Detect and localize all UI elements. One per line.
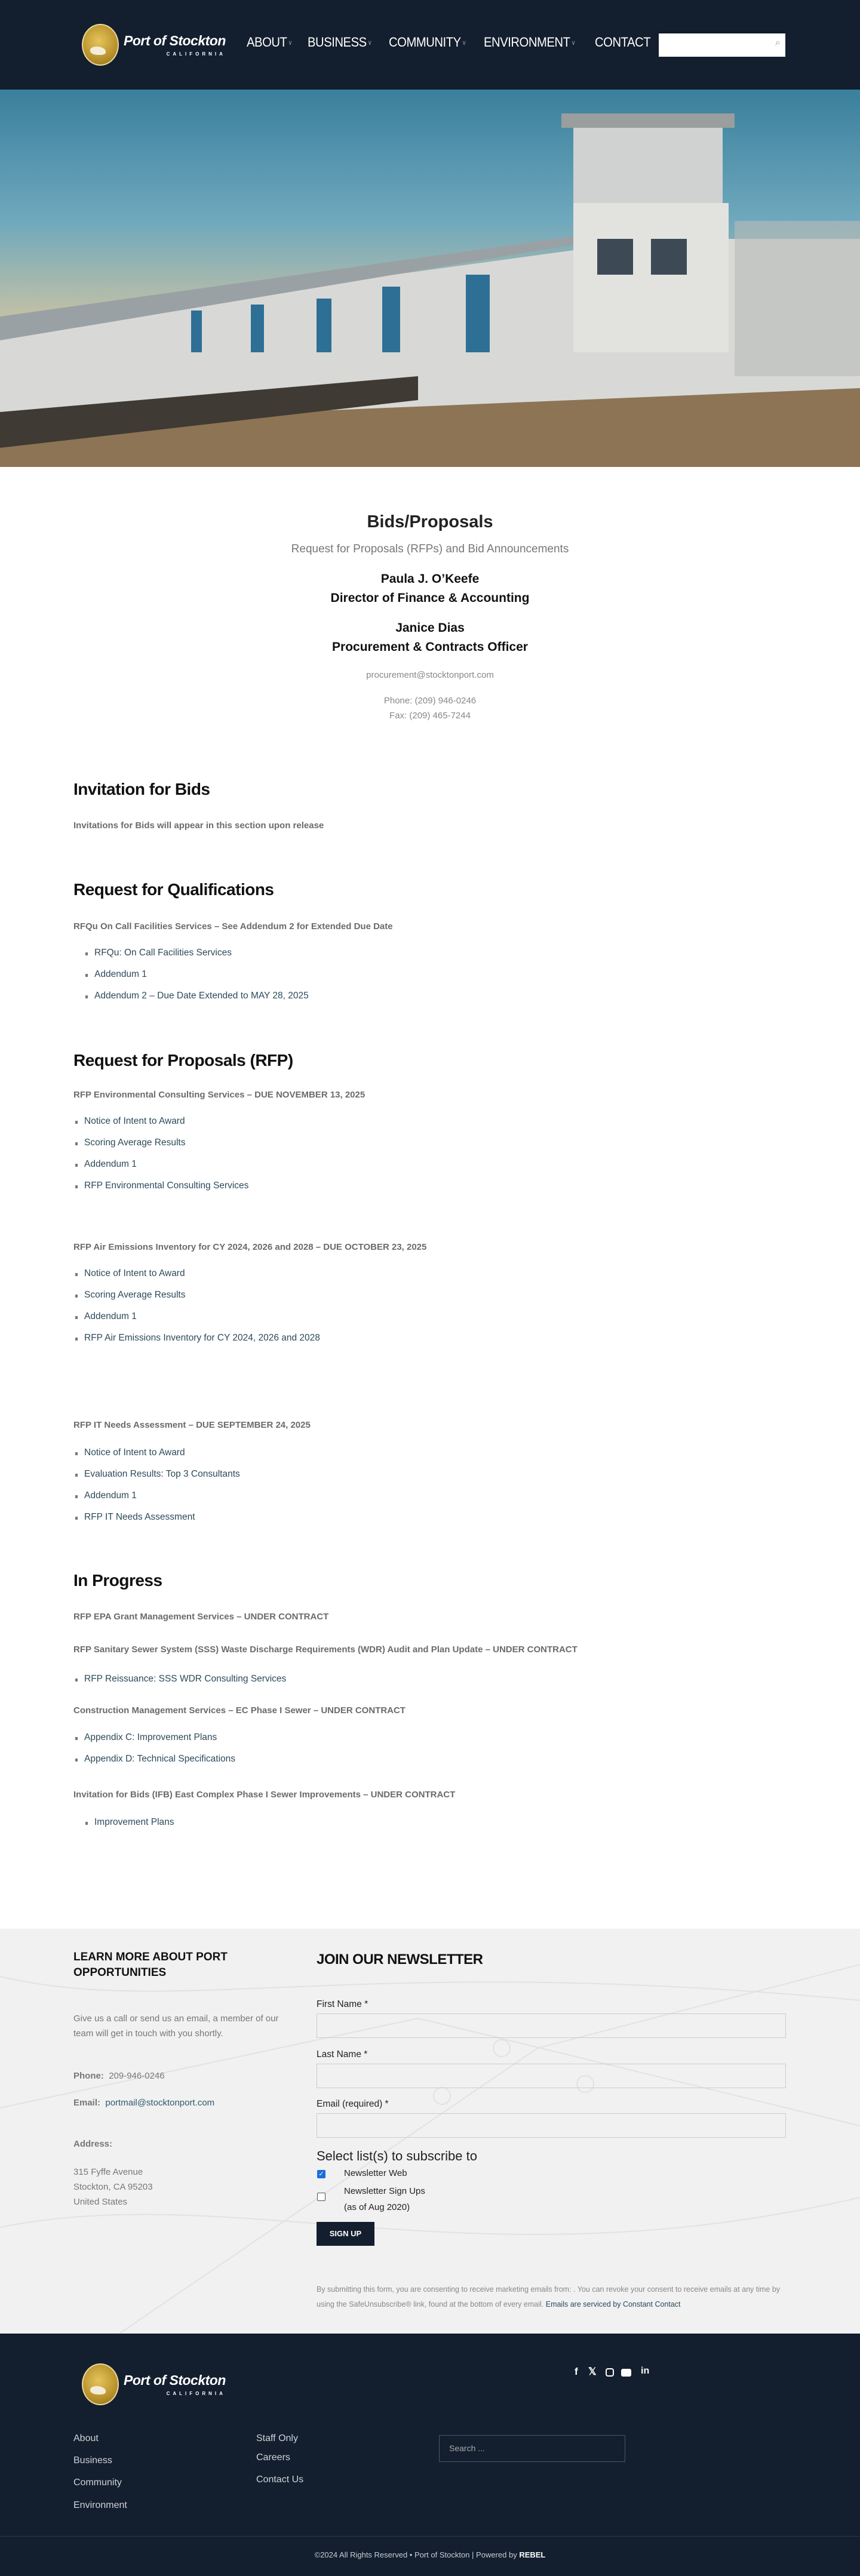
footer-link-contact-us[interactable]: Contact Us [256, 2474, 304, 2485]
chevron-down-icon: ∨ [571, 39, 576, 47]
sign-up-button[interactable]: SIGN UP [317, 2222, 374, 2246]
nav-community[interactable]: COMMUNITY ∨ [388, 35, 466, 50]
constant-contact-link[interactable]: Emails are serviced by Constant Contact [545, 2300, 681, 2308]
solicitation-title: RFP EPA Grant Management Services – UNDER CONTRACT [73, 1612, 329, 1622]
newsletter-signups-checkbox[interactable] [317, 2193, 325, 2201]
phone-number: Phone: (209) 946-0246 [383, 696, 477, 706]
contact-role: Procurement & Contracts Officer [332, 640, 528, 654]
hero-image [0, 90, 860, 467]
rebel-link[interactable]: REBEL [519, 2550, 546, 2559]
newsletter-web-checkbox[interactable]: ✓ [317, 2170, 325, 2178]
footer-link-staff-only[interactable]: Staff Only [256, 2433, 298, 2443]
solicitation-title: RFP Environmental Consulting Services – DUE NOVEMBER 13, 2025 [73, 1090, 366, 1100]
last-name-label: Last Name * [317, 2049, 368, 2059]
solicitation-title: RFP IT Needs Assessment – DUE SEPTEMBER 24, 2025 [73, 1420, 311, 1430]
document-link[interactable]: Addendum 1 [84, 1490, 137, 1501]
section-heading-ifb: Invitation for Bids [73, 780, 210, 798]
contact-name: Janice Dias [395, 621, 465, 635]
document-link[interactable]: RFP Air Emissions Inventory for CY 2024, 2026 and 2028 [84, 1333, 320, 1343]
document-link[interactable]: Appendix C: Improvement Plans [84, 1732, 217, 1742]
nav-about[interactable]: ABOUT ∨ [247, 35, 293, 50]
procurement-email[interactable]: procurement@stocktonport.com [366, 670, 494, 680]
document-link[interactable]: Improvement Plans [94, 1817, 174, 1827]
nav-environment[interactable]: ENVIRONMENT ∨ [484, 35, 576, 50]
warehouse-illustration [0, 90, 860, 467]
contact-name: Paula J. O’Keefe [380, 572, 480, 586]
ifb-note: Invitations for Bids will appear in this section upon release [73, 820, 324, 831]
fax-number: Fax: (209) 465-7244 [389, 711, 471, 721]
footer-link-community[interactable]: Community [73, 2477, 122, 2488]
site-header [0, 0, 860, 90]
document-link[interactable]: Addendum 1 [94, 969, 147, 979]
chevron-down-icon: ∨ [288, 39, 293, 47]
logo-sub: CALIFORNIA [166, 51, 226, 57]
lists-heading: Select list(s) to subscribe to [317, 2148, 477, 2163]
footer-search-input[interactable]: Search ... [439, 2435, 625, 2462]
phone-value: 209-946-0246 [109, 2071, 165, 2081]
instagram-icon[interactable] [606, 2368, 614, 2377]
document-link[interactable]: Notice of Intent to Award [84, 1268, 185, 1278]
document-link[interactable]: Notice of Intent to Award [84, 1116, 185, 1126]
list-label: Newsletter Web [344, 2168, 407, 2178]
section-heading-in-progress: In Progress [73, 1571, 162, 1590]
section-heading-rfp: Request for Proposals (RFP) [73, 1051, 293, 1069]
logo-name: Port of Stockton [124, 33, 226, 48]
solicitation-title: Invitation for Bids (IFB) East Complex Phase I Sewer Improvements – UNDER CONTRACT [73, 1790, 456, 1800]
facebook-icon[interactable]: f [575, 2366, 578, 2377]
document-link[interactable]: Notice of Intent to Award [84, 1447, 185, 1458]
address-line: 315 Fyffe Avenue [73, 2167, 143, 2177]
logo-sub: CALIFORNIA [166, 2391, 226, 2396]
search-icon[interactable]: ⌕ [775, 38, 781, 48]
nav-business[interactable]: BUSINESS ∨ [307, 35, 372, 50]
document-link[interactable]: Scoring Average Results [84, 1290, 186, 1300]
footer-logo[interactable] [82, 2363, 226, 2405]
footer-link-about[interactable]: About [73, 2433, 99, 2443]
site-footer [0, 2334, 860, 2576]
document-link[interactable]: Addendum 1 [84, 1311, 137, 1321]
last-name-input[interactable] [317, 2064, 786, 2088]
solicitation-title: RFQu On Call Facilities Services – See Addendum 2 for Extended Due Date [73, 921, 393, 932]
logo-name: Port of Stockton [124, 2372, 226, 2388]
email-field-label: Email (required) * [317, 2099, 389, 2109]
document-link[interactable]: Evaluation Results: Top 3 Consultants [84, 1469, 240, 1479]
newsletter-heading: JOIN OUR NEWSLETTER [317, 1951, 483, 1968]
first-name-label: First Name * [317, 1999, 368, 2009]
chevron-down-icon: ∨ [367, 39, 372, 47]
list-label-note: (as of Aug 2020) [344, 2202, 410, 2212]
list-label: Newsletter Sign Ups [344, 2186, 425, 2196]
x-icon[interactable]: 𝕏 [588, 2366, 597, 2377]
port-seal-icon [82, 2363, 119, 2405]
first-name-input[interactable] [317, 2014, 786, 2038]
document-link[interactable]: Appendix D: Technical Specifications [84, 1754, 236, 1764]
main-nav [247, 35, 666, 50]
document-link[interactable]: RFQu: On Call Facilities Services [94, 948, 232, 958]
footer-link-careers[interactable]: Careers [256, 2452, 290, 2463]
youtube-icon[interactable] [621, 2369, 631, 2377]
address-label: Address: [73, 2139, 113, 2149]
document-link[interactable]: RFP Environmental Consulting Services [84, 1181, 249, 1191]
chevron-down-icon: ∨ [462, 39, 466, 47]
document-link[interactable]: RFP IT Needs Assessment [84, 1512, 195, 1522]
port-seal-icon [82, 24, 119, 66]
section-heading-rfq: Request for Qualifications [73, 880, 274, 899]
address-line: Stockton, CA 95203 [73, 2182, 153, 2192]
solicitation-title: RFP Sanitary Sewer System (SSS) Waste Discharge Requirements (WDR) Audit and Plan Update – UNDER CONTRACT [73, 1644, 578, 1655]
contact-heading: LEARN MORE ABOUT PORT OPPORTUNITIES [73, 1951, 228, 1979]
page-intro [0, 512, 860, 723]
contact-newsletter-section [0, 1929, 860, 2334]
phone-label: Phone: [73, 2071, 104, 2081]
document-link[interactable]: Addendum 2 – Due Date Extended to MAY 28, 2025 [94, 991, 309, 1001]
footer-link-environment[interactable]: Environment [73, 2500, 127, 2510]
email-input[interactable] [317, 2113, 786, 2138]
solicitation-title: RFP Air Emissions Inventory for CY 2024, 2026 and 2028 – DUE OCTOBER 23, 2025 [73, 1242, 427, 1252]
document-link[interactable]: RFP Reissuance: SSS WDR Consulting Services [84, 1674, 287, 1684]
page-title: Bids/Proposals [367, 512, 493, 531]
email-label: Email: [73, 2098, 101, 2108]
email-link[interactable]: portmail@stocktonport.com [105, 2098, 215, 2108]
contact-text: Give us a call or send us an email, a member of our team will get in touch with you shortly. [73, 2014, 279, 2039]
copyright: ©2024 All Rights Reserved • Port of Stockton | Powered by REBEL [314, 2550, 546, 2559]
header-search-input[interactable] [659, 32, 785, 57]
contact-role: Director of Finance & Accounting [330, 591, 530, 605]
document-link[interactable]: Addendum 1 [84, 1159, 137, 1169]
solicitation-title: Construction Management Services – EC Phase I Sewer – UNDER CONTRACT [73, 1705, 406, 1716]
document-link[interactable]: Scoring Average Results [84, 1138, 186, 1148]
address-line: United States [73, 2197, 128, 2207]
port-logo[interactable] [82, 24, 226, 66]
consent-text: By submitting this form, you are consenting to receive marketing emails from: . You can revoke your consent to receive emails at any time by using the SafeUnsubscribe® link, found at the bottom of every email. Emails are serviced by Constant Contact [317, 2285, 781, 2308]
linkedin-icon[interactable]: in [641, 2366, 650, 2376]
footer-link-business[interactable]: Business [73, 2455, 112, 2466]
nav-contact[interactable]: CONTACT [595, 35, 651, 50]
footer-divider [0, 2536, 860, 2537]
page-subtitle: Request for Proposals (RFPs) and Bid Announcements [291, 543, 569, 555]
